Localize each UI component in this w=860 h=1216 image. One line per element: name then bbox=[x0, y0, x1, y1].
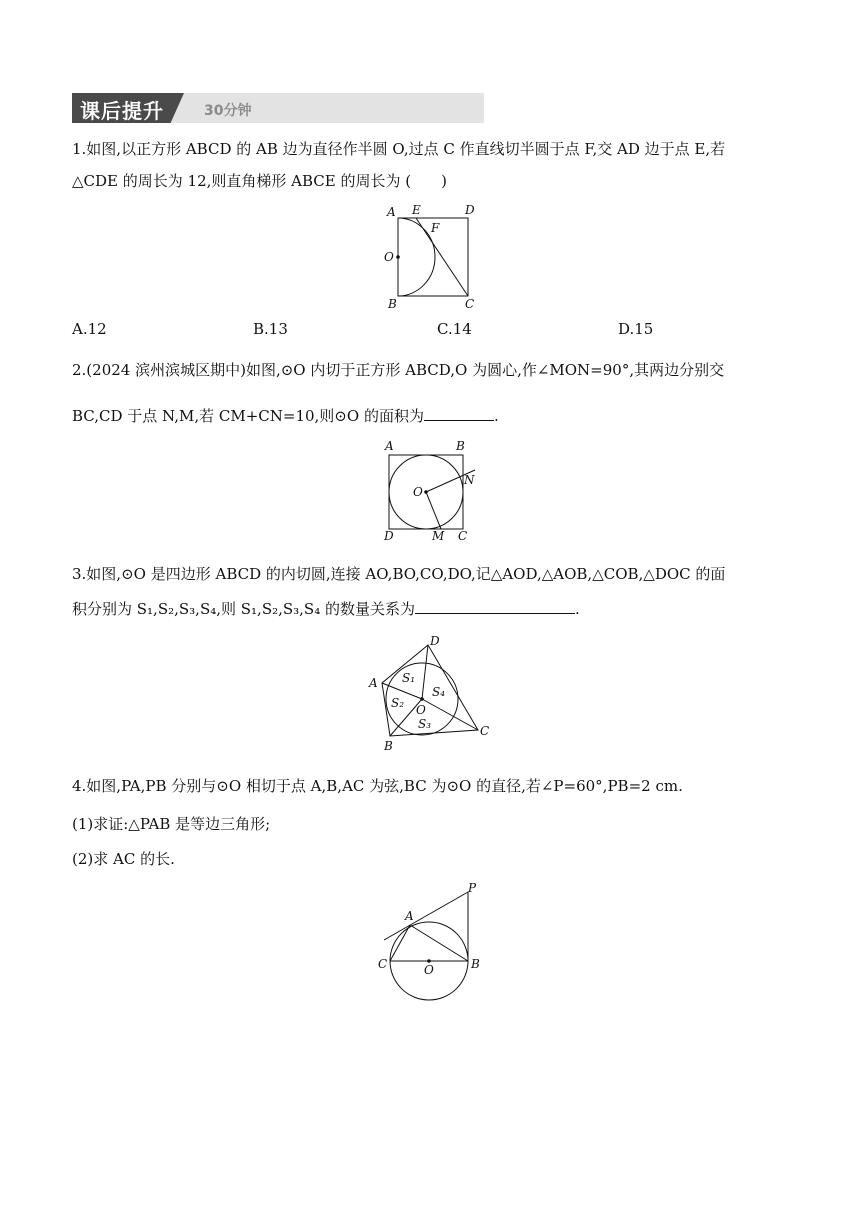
q2-label-o: O bbox=[413, 485, 423, 499]
q3-label-a: A bbox=[369, 676, 378, 690]
q3-text-line2 bbox=[72, 597, 580, 620]
q1-label-f: F bbox=[431, 221, 440, 235]
q4-label-a: A bbox=[405, 909, 414, 923]
q2-ray-om bbox=[426, 492, 441, 529]
q2-label-d: D bbox=[384, 529, 394, 543]
q4-text-line1: 4.如图,PA,PB 分别与⊙O 相切于点 A,B,AC 为弦,BC 为⊙O 的直径,若∠P=60°,PB=2 cm. bbox=[72, 777, 683, 795]
q2-label-c: C bbox=[458, 529, 468, 543]
q1-option-a: A.12 bbox=[72, 320, 107, 338]
section-time: 30分钟 bbox=[204, 103, 252, 119]
q1-option-b: B.13 bbox=[253, 320, 288, 338]
q1-label-b: B bbox=[388, 297, 397, 310]
q3-label-d: D bbox=[430, 634, 440, 648]
q3-label-b: B bbox=[384, 739, 393, 753]
q2-text-line1: 2.(2024 滨州滨城区期中)如图,⊙O 内切于正方形 ABCD,O 为圆心,作∠MON=90°,其两边分别交 bbox=[72, 361, 725, 379]
q2-text-line2-end: . bbox=[493, 407, 499, 425]
q4-label-p: P bbox=[468, 881, 477, 895]
q4-figure bbox=[370, 880, 500, 1005]
q3-label-s3: S₃ bbox=[418, 717, 432, 731]
q3-seg-od bbox=[422, 645, 428, 699]
q3-answer-blank[interactable] bbox=[415, 597, 575, 614]
q2-figure bbox=[380, 436, 480, 546]
q2-center-dot bbox=[424, 490, 428, 494]
q1-label-e: E bbox=[412, 203, 421, 217]
q2-label-a: A bbox=[385, 439, 394, 453]
q4-sub2: (2)求 AC 的长. bbox=[72, 850, 175, 868]
q3-text-line2-end: . bbox=[575, 600, 580, 618]
q3-center-dot bbox=[420, 697, 424, 701]
q3-label-s2: S₂ bbox=[391, 696, 405, 710]
q1-figure bbox=[380, 200, 490, 310]
q3-label-o: O bbox=[416, 703, 426, 717]
q1-center-dot bbox=[396, 255, 400, 259]
q1-label-a: A bbox=[387, 205, 396, 219]
q3-figure bbox=[360, 630, 500, 755]
section-title: 课后提升 bbox=[80, 99, 164, 123]
q4-label-b: B bbox=[471, 957, 480, 971]
q1-option-c: C.14 bbox=[437, 320, 472, 338]
q4-chord-ab bbox=[410, 925, 468, 961]
q1-text-line1: 1.如图,以正方形 ABCD 的 AB 边为直径作半圆 O,过点 C 作直线切半圆于点 F,交 AD 边于点 E,若 bbox=[72, 140, 726, 158]
q4-label-c: C bbox=[378, 957, 388, 971]
q4-sub1: (1)求证:△PAB 是等边三角形; bbox=[72, 815, 271, 833]
q3-text-line1: 3.如图,⊙O 是四边形 ABCD 的内切圆,连接 AO,BO,CO,DO,记△AOD,△AOB,△COB,△DOC 的面 bbox=[72, 565, 726, 583]
q2-label-n: N bbox=[464, 473, 475, 487]
q3-text-line2-main: 积分别为 S₁,S₂,S₃,S₄,则 S₁,S₂,S₃,S₄ 的数量关系为 bbox=[72, 600, 415, 618]
q1-semicircle bbox=[398, 218, 435, 296]
q4-label-o: O bbox=[424, 963, 434, 977]
q2-text-line2 bbox=[72, 404, 499, 427]
q3-label-c: C bbox=[480, 724, 490, 738]
q1-text-line2: △CDE 的周长为 12,则直角梯形 ABCE 的周长为 ( ) bbox=[72, 172, 447, 190]
q3-label-s1: S₁ bbox=[402, 671, 416, 685]
q1-label-c: C bbox=[465, 297, 475, 310]
q2-label-m: M bbox=[432, 529, 445, 543]
q2-text-line2-main: BC,CD 于点 N,M,若 CM+CN=10,则⊙O 的面积为 bbox=[72, 407, 424, 425]
q1-option-d: D.15 bbox=[618, 320, 654, 338]
q1-label-o: O bbox=[384, 250, 394, 264]
q1-label-d: D bbox=[465, 203, 475, 217]
q3-label-s4: S₄ bbox=[432, 685, 446, 699]
q2-label-b: B bbox=[456, 439, 465, 453]
q2-answer-blank[interactable] bbox=[424, 404, 494, 421]
